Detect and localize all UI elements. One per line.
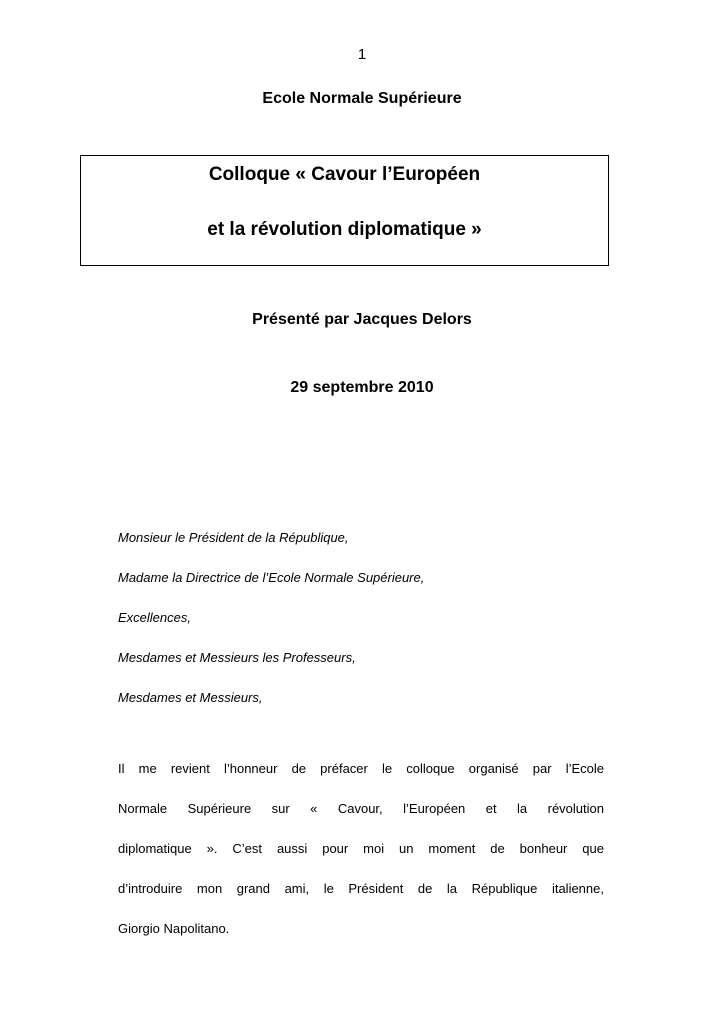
salutations-block bbox=[118, 530, 618, 730]
date-line: 29 septembre 2010 bbox=[290, 379, 434, 396]
paragraph-line: Il me revient l’honneur de préfacer le colloque organisé par l’Ecole bbox=[118, 761, 604, 776]
salutation-professeurs: Mesdames et Messieurs les Professeurs, bbox=[118, 650, 356, 665]
opening-paragraph bbox=[118, 761, 604, 961]
title-line-1: Colloque « Cavour l’Européen bbox=[208, 164, 481, 185]
title-box bbox=[80, 155, 609, 266]
salutation-directrice: Madame la Directrice de l’Ecole Normale Supérieure, bbox=[118, 570, 425, 585]
institution-heading: Ecole Normale Supérieure bbox=[262, 90, 462, 107]
salutation-excellences: Excellences, bbox=[118, 610, 191, 625]
salutation-president: Monsieur le Président de la République, bbox=[118, 530, 349, 545]
salutation-general: Mesdames et Messieurs, bbox=[118, 690, 263, 705]
paragraph-line: Normale Supérieure sur « Cavour, l’Européen et la révolution bbox=[118, 801, 604, 816]
paragraph-line: Giorgio Napolitano. bbox=[118, 921, 230, 936]
presenter-line: Présenté par Jacques Delors bbox=[252, 311, 472, 328]
paragraph-line: d’introduire mon grand ami, le Président de la République italienne, bbox=[118, 881, 604, 896]
page-number: 1 bbox=[357, 46, 367, 63]
title-line-2: et la révolution diplomatique » bbox=[207, 219, 482, 240]
paragraph-line: diplomatique ». C’est aussi pour moi un moment de bonheur que bbox=[118, 841, 604, 856]
